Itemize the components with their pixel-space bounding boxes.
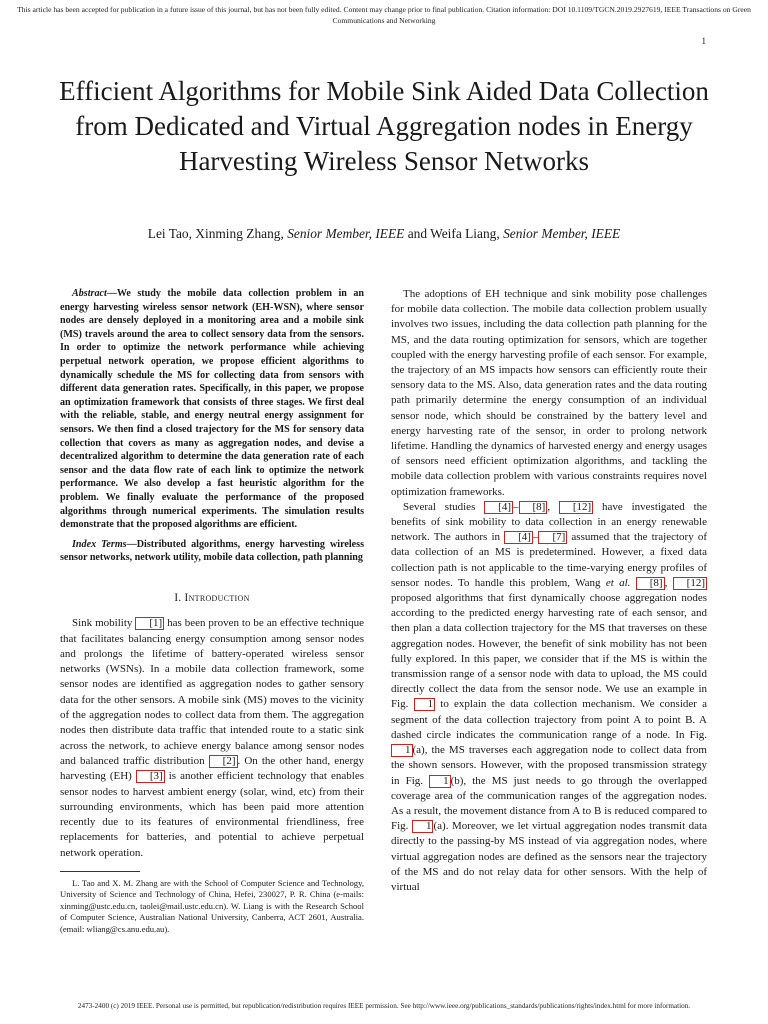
text-run: (a), the MS traverses each aggregation node to collect data from the shown sensors. However, with the proposed transmission strategy in Fig.: [391, 744, 707, 787]
abstract: [60, 287, 364, 532]
text-run: proposed algorithms that first dynamically choose aggregation nodes according to the predicted energy harvesting rate of each sensor, and then plan a data collection trajectory for the MS that traverses on these aggregation nodes. However, the benefit of sink mobility has not been fully explored. In this paper, we consider that if the MS is within the transmission range of a sensor node with data to upload, the MS could directly collect the data from the sensor node. We use an example in Fig.: [391, 592, 707, 711]
citation-link[interactable]: [12]: [559, 501, 593, 514]
text-run: assumed that the trajectory of data collection of an MS is predetermined. However, a fixed data collection path is not applicable to the time-varying energy profiles of sensor nodes. To handle this problem, Wang: [391, 531, 708, 589]
abstract-text: —We study the mobile data collection problem in an energy harvesting wireless sensor network (EH-WSN), where sensor nodes are densely deployed in a monitoring area and a mobile sink (MS) travels around the area to collect sensory data from the sensors. In order to optimize the network performance while achieving perpetual network operation, we propose efficient algorithms to dynamically schedule the MS for collecting data from sensors with different data generation rates. Specifically, in this paper, we propose an optimization framework that consists of three stages. We first deal with the reliable, stable, and energy neutral energy assignment for sensors. We then find a closed trajectory for the MS for sensory data collection that covers as many as aggregation nodes, and devise a decentralized algorithm to determine the data generation rate of each sensor and the data flow rate of each link to optimize the network performance. We also develop a fast heuristic algorithm for the problem. We finally evaluate the performance of the proposed algorithms through numerical experiments. The simulation results demonstrate that the proposed algorithms are efficient.: [60, 288, 364, 531]
citation-link[interactable]: [8]: [636, 577, 665, 590]
citation-link[interactable]: [12]: [673, 577, 707, 590]
citation-link[interactable]: [3]: [136, 770, 165, 783]
right-paragraph-1: The adoptions of EH technique and sink mobility pose challenges for mobile data collection. The mobile data collection problem usually involves two issues, including the data collection path planning for the MS, and the data routing optimization for sensors, which are together coupled with the energy harvesting profile of each sensor. For example, the trajectory of an MS impacts how sensors can efficiently route their sensory data to the MS. Also, data generation rates and the data routing path primarily determine the energy consumption of an individual sensor node, which should be constrained by the battery level and energy harvesting rate of the sensor, in order to prolong network lifetime. Handling the dynamics of harvested energy and energy usages of sensors need efficient optimization algorithms, and tackling the mobile data collection problem with various constraints requires novel optimization frameworks.: [391, 288, 707, 498]
left-column: [60, 287, 364, 935]
text-run: have investigated the benefits of sink mobility to data collection in an energy renewable network. The authors in: [391, 500, 708, 544]
right-column: [391, 287, 707, 895]
author-affiliation-footnote: L. Tao and X. M. Zhang are with the School of Computer Science and Technology, University of Science and Technology of China, Hefei, 230027, P. R. China (e-mails: xinming@ustc.edu.cn, taolei@mail.ustc.edu.cn). W. Liang is with the Research School of Computer Science, Australian National University, Canberra, ACT 2601, Australia. (email: wliang@cs.anu.edu.au).: [60, 878, 364, 934]
citation-link[interactable]: [4]: [504, 531, 533, 544]
author-names-1: Lei Tao, Xinming Zhang,: [147, 226, 284, 241]
copyright-footer: 2473-2400 (c) 2019 IEEE. Personal use is permitted, but republication/redistribution requires IEEE permission. See http://www.ieee.org/publications_standards/publications/rights/index.html for more information.: [77, 1002, 691, 1010]
page-number: 1: [701, 36, 706, 46]
author-line: [40, 225, 728, 243]
author-names-2: and Weifa Liang,: [407, 226, 500, 241]
right-paragraph-2: [391, 500, 707, 895]
text-run: to explain the data collection mechanism. We consider a segment of the data collection trajectory from point A to point B. A dashed circle indicates the communication range of a node. In Fig.: [391, 698, 707, 741]
footnote-divider: [60, 871, 140, 872]
index-terms-lead: Index Terms: [72, 538, 127, 550]
figure-link[interactable]: 1: [429, 775, 451, 788]
text-run: ,: [547, 500, 559, 513]
citation-link[interactable]: [1]: [135, 617, 164, 630]
citation-link[interactable]: [4]: [484, 501, 513, 514]
text-run: Several studies: [403, 500, 485, 513]
text-run: has been proven to be an effective technique that facilitates balancing energy consumption among sensor nodes and prolongs the lifetime of battery-operated wireless sensor networks (WSNs). In a mobile data collection framework, some sensor nodes are identified as aggregation nodes to gather sensory data for the other sensors. A mobile sink (MS) moves to the vicinity of the aggregation nodes to collect data from them. The aggregation nodes then distribute data traffic that intended route to a static sink across the network, to achieve energy balance among sensor nodes and balanced traffic distribution: [60, 617, 364, 767]
intro-paragraph: [60, 616, 364, 861]
figure-link[interactable]: 1: [414, 698, 436, 711]
figure-link[interactable]: 1: [391, 744, 413, 757]
text-run: Sink mobility: [72, 617, 136, 630]
text-run: ,: [664, 576, 673, 589]
text-run: –: [513, 500, 519, 513]
citation-link[interactable]: [8]: [519, 501, 548, 514]
abstract-lead: Abstract: [72, 288, 107, 299]
figure-link[interactable]: 1: [412, 820, 434, 833]
text-run: (a). Moreover, we let virtual aggregation nodes transmit data directly to the passing-by MS instead of via aggregation nodes, where virtual aggregation nodes are defined as the sensors near the trajectory of the MS and do not relay data for other sensors. With the help of virtual: [391, 820, 707, 893]
text-run: et al.: [605, 576, 631, 589]
index-terms-text: —Distributed algorithms, energy harvesting wireless sensor networks, network utility, mobile data collection, path planning: [60, 538, 364, 564]
citation-link[interactable]: [2]: [209, 755, 238, 768]
section-heading-introduction: I. Introduction: [174, 591, 250, 604]
index-terms: [60, 538, 364, 565]
author-role-2: Senior Member, IEEE: [503, 226, 621, 241]
text-run: is another efficient technology that enables sensor nodes to harvest ambient energy (solar, wind, etc) from their surrounding environments, which has been paid more attention recently due to its features of environmental friendliness, free replacements for batteries, and potential to achieve perpetual network operation.: [60, 770, 364, 859]
text-run: –: [532, 531, 539, 544]
publication-notice: This article has been accepted for publication in a future issue of this journal, but has not been fully edited. Content may change prior to final publication. Citation information: DOI 10.1109/TGCN.2019.2927619, IEEE Transactions on Green Communications and Networking: [17, 5, 751, 25]
paper-title: Efficient Algorithms for Mobile Sink Aided Data Collection from Dedicated and Virtual Aggregation nodes in Energy Harvesting Wireless Sensor Networks: [59, 76, 709, 176]
text-run: (b), the MS just needs to go through the overlapped coverage area of the communication ranges of the aggregation nodes. As a result, the movement distance from A to B is reduced compared to Fig.: [391, 774, 707, 833]
citation-link[interactable]: [7]: [538, 531, 567, 544]
text-run: . On the other hand, energy harvesting (EH): [60, 754, 364, 783]
author-role-1: Senior Member, IEEE: [287, 226, 405, 241]
